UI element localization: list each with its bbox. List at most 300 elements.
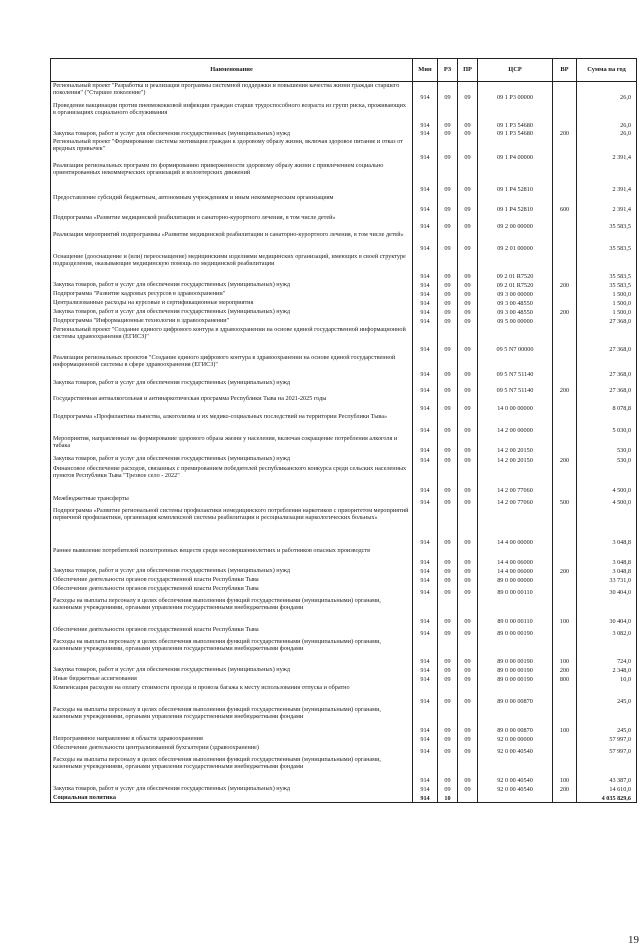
cell-vr: 200 [553, 666, 577, 675]
cell-pr: 09 [458, 253, 478, 281]
cell-pr: 09 [458, 214, 478, 231]
cell-csr: 89 0 00 00870 [478, 706, 553, 735]
cell-vr [553, 744, 577, 756]
cell-csr: 89 0 00 00190 [478, 626, 553, 638]
cell-rz: 09 [438, 194, 458, 214]
cell-csr: 09 5 N7 00000 [478, 326, 553, 354]
cell-csr: 09 2 01 00000 [478, 231, 553, 253]
cell-pr: 09 [458, 675, 478, 684]
cell-sum: 530,0 [577, 435, 637, 455]
cell-csr: 14 2 00 20150 [478, 455, 553, 465]
cell-sum: 2 391,4 [577, 138, 637, 162]
cell-sum: 43 387,0 [577, 756, 637, 785]
cell-name: Реализация региональных программ по формированию приверженности здоровому образу жизни с привлечением социально ориентированных некоммерческих организаций и волонтерских движений [51, 162, 413, 194]
cell-sum: 27 368,0 [577, 317, 637, 326]
cell-csr: 92 0 00 40540 [478, 744, 553, 756]
cell-min: 914 [413, 130, 438, 138]
cell-sum: 3 048,8 [577, 507, 637, 547]
cell-vr [553, 317, 577, 326]
cell-sum: 4 500,0 [577, 465, 637, 495]
cell-csr: 09 3 00 00000 [478, 290, 553, 299]
cell-csr: 09 2 00 00000 [478, 214, 553, 231]
cell-min: 914 [413, 756, 438, 785]
cell-rz: 10 [438, 794, 458, 803]
cell-name: Расходы на выплаты персоналу в целях обеспечения выполнения функций государственными (муниципальными) органами, казенными учреждениями, органами управления государственными внебюджетными фондами [51, 756, 413, 785]
cell-min: 914 [413, 547, 438, 567]
cell-rz: 09 [438, 706, 458, 735]
cell-name: Оснащение (дооснащение и (или) переоснащение) медицинскими изделиями медицинских организаций, имеющих в своей структуре подразделения, оказывающие медицинскую помощь по медицинской реабилитации [51, 253, 413, 281]
cell-vr: 200 [553, 455, 577, 465]
cell-vr [553, 794, 577, 803]
cell-name: Закупка товаров, работ и услуг для обеспечения государственных (муниципальных) нужд [51, 379, 413, 395]
cell-vr [553, 576, 577, 585]
cell-rz: 09 [438, 102, 458, 130]
cell-rz: 09 [438, 495, 458, 507]
cell-csr: 14 4 00 06000 [478, 567, 553, 576]
header-sum: Сумма на год [577, 59, 637, 82]
cell-min: 914 [413, 379, 438, 395]
cell-sum: 26,0 [577, 102, 637, 130]
cell-vr [553, 354, 577, 379]
table-row [51, 413, 637, 435]
cell-sum: 26,0 [577, 130, 637, 138]
cell-vr [553, 231, 577, 253]
cell-vr: 800 [553, 675, 577, 684]
cell-pr: 09 [458, 567, 478, 576]
cell-name: Региональный проект "Создание единого цифрового контура в здравоохранении на основе единой государственной информационной системы здравоохранения (ЕГИСЗ)" [51, 326, 413, 354]
cell-pr: 09 [458, 354, 478, 379]
cell-sum: 35 583,5 [577, 214, 637, 231]
cell-vr: 100 [553, 756, 577, 785]
cell-rz: 09 [438, 317, 458, 326]
cell-pr: 09 [458, 435, 478, 455]
cell-csr: 09 2 01 R7520 [478, 253, 553, 281]
table-row [51, 675, 637, 684]
table-row [51, 82, 637, 102]
cell-sum: 30 404,0 [577, 585, 637, 597]
cell-sum: 27 368,0 [577, 354, 637, 379]
cell-csr: 14 0 00 00000 [478, 395, 553, 413]
cell-vr [553, 735, 577, 744]
cell-sum: 4 500,0 [577, 495, 637, 507]
cell-pr: 09 [458, 413, 478, 435]
cell-min: 914 [413, 638, 438, 666]
cell-name: Закупка товаров, работ и услуг для обеспечения государственных (муниципальных) нужд [51, 666, 413, 675]
table-row [51, 684, 637, 706]
cell-min: 914 [413, 413, 438, 435]
header-name: Наименование [51, 59, 413, 82]
cell-min: 914 [413, 735, 438, 744]
cell-rz: 09 [438, 299, 458, 308]
cell-rz: 09 [438, 82, 458, 102]
cell-min: 914 [413, 706, 438, 735]
cell-min: 914 [413, 214, 438, 231]
cell-csr: 89 0 00 00190 [478, 638, 553, 666]
cell-sum: 245,0 [577, 706, 637, 735]
cell-sum: 4 035 829,6 [577, 794, 637, 803]
cell-name: Межбюджетные трансферты [51, 495, 413, 507]
cell-min: 914 [413, 253, 438, 281]
cell-rz: 09 [438, 465, 458, 495]
cell-name: Государственная антиалкогольная и антинаркотическая программа Республики Тыва на 2021-2025 годы [51, 395, 413, 413]
cell-rz: 09 [438, 597, 458, 626]
cell-rz: 09 [438, 576, 458, 585]
cell-min: 914 [413, 465, 438, 495]
cell-min: 914 [413, 675, 438, 684]
table-row [51, 395, 637, 413]
cell-rz: 09 [438, 308, 458, 317]
cell-rz: 09 [438, 455, 458, 465]
page-number: 19 [628, 934, 639, 946]
cell-vr [553, 253, 577, 281]
cell-name: Социальная политика [51, 794, 413, 803]
table-body [51, 82, 637, 803]
cell-rz: 09 [438, 290, 458, 299]
cell-rz: 09 [438, 214, 458, 231]
cell-sum: 27 368,0 [577, 379, 637, 395]
cell-name: Мероприятия, направленные на формирование здорового образа жизни у населения, включая сокращение потребления алкоголя и табака [51, 435, 413, 455]
cell-min: 914 [413, 138, 438, 162]
cell-name: Проведение вакцинации против пневмококковой инфекции граждан старше трудоспособного возраста из групп риска, проживающих в организациях социального обслуживания [51, 102, 413, 130]
cell-pr: 09 [458, 626, 478, 638]
cell-min: 914 [413, 495, 438, 507]
cell-vr [553, 326, 577, 354]
cell-min: 914 [413, 585, 438, 597]
cell-vr [553, 214, 577, 231]
cell-name: Иные бюджетные ассигнования [51, 675, 413, 684]
cell-vr: 100 [553, 706, 577, 735]
cell-csr: 14 2 00 77060 [478, 495, 553, 507]
cell-csr: 92 0 00 00000 [478, 735, 553, 744]
table-row [51, 455, 637, 465]
cell-pr: 09 [458, 735, 478, 744]
cell-sum: 57 997,0 [577, 735, 637, 744]
cell-rz: 09 [438, 666, 458, 675]
table-row [51, 735, 637, 744]
table-row [51, 317, 637, 326]
cell-min: 914 [413, 576, 438, 585]
cell-rz: 09 [438, 547, 458, 567]
table-row [51, 785, 637, 794]
cell-vr [553, 465, 577, 495]
cell-rz: 09 [438, 684, 458, 706]
table-header-row [51, 59, 637, 82]
cell-pr: 09 [458, 706, 478, 735]
cell-rz: 09 [438, 354, 458, 379]
cell-vr: 200 [553, 130, 577, 138]
cell-csr: 89 0 00 00110 [478, 585, 553, 597]
cell-sum: 8 078,8 [577, 395, 637, 413]
cell-pr: 09 [458, 465, 478, 495]
cell-pr: 09 [458, 455, 478, 465]
table-row [51, 299, 637, 308]
cell-vr: 200 [553, 308, 577, 317]
cell-pr: 09 [458, 162, 478, 194]
cell-min: 914 [413, 82, 438, 102]
cell-vr [553, 299, 577, 308]
cell-sum: 245,0 [577, 684, 637, 706]
cell-sum: 2 348,0 [577, 666, 637, 675]
cell-vr: 200 [553, 281, 577, 290]
cell-csr [478, 794, 553, 803]
cell-name: Обеспечение деятельности органов государственной власти Республики Тыва [51, 576, 413, 585]
cell-min: 914 [413, 744, 438, 756]
cell-csr: 92 0 00 40540 [478, 785, 553, 794]
cell-min: 914 [413, 194, 438, 214]
cell-csr: 92 0 00 40540 [478, 756, 553, 785]
cell-vr: 100 [553, 638, 577, 666]
cell-csr: 14 2 00 77060 [478, 465, 553, 495]
cell-csr: 14 4 00 06000 [478, 547, 553, 567]
cell-min: 914 [413, 626, 438, 638]
table-row [51, 231, 637, 253]
table-row [51, 638, 637, 666]
table-row [51, 666, 637, 675]
cell-name: Обеспечение деятельности органов государственной власти Республики Тыва [51, 585, 413, 597]
cell-name: Обеспечение деятельности органов государственной власти Республики Тыва [51, 626, 413, 638]
cell-name: Подпрограмма «Развитие медицинской реабилитации и санаторно-курортного лечения, в том числе детей» [51, 214, 413, 231]
cell-pr: 09 [458, 138, 478, 162]
cell-pr: 09 [458, 290, 478, 299]
cell-pr: 09 [458, 326, 478, 354]
cell-vr [553, 413, 577, 435]
cell-min: 914 [413, 395, 438, 413]
cell-pr: 09 [458, 666, 478, 675]
cell-rz: 09 [438, 253, 458, 281]
cell-name: Закупка товаров, работ и услуг для обеспечения государственных (муниципальных) нужд [51, 130, 413, 138]
cell-pr [458, 794, 478, 803]
table-row [51, 290, 637, 299]
cell-name: Закупка товаров, работ и услуг для обеспечения государственных (муниципальных) нужд [51, 281, 413, 290]
table-row [51, 567, 637, 576]
cell-vr [553, 82, 577, 102]
cell-min: 914 [413, 684, 438, 706]
cell-vr [553, 162, 577, 194]
cell-pr: 09 [458, 785, 478, 794]
cell-csr: 09 5 N7 51140 [478, 354, 553, 379]
cell-rz: 09 [438, 756, 458, 785]
cell-csr: 14 2 00 20150 [478, 435, 553, 455]
cell-name: Обеспечение деятельности централизованной бухгалтерии (здравоохранение) [51, 744, 413, 756]
cell-csr: 09 1 Р4 52810 [478, 162, 553, 194]
header-rz: РЗ [438, 59, 458, 82]
cell-rz: 09 [438, 675, 458, 684]
cell-csr: 89 0 00 00190 [478, 666, 553, 675]
cell-csr: 89 0 00 00110 [478, 597, 553, 626]
cell-rz: 09 [438, 507, 458, 547]
cell-min: 914 [413, 231, 438, 253]
cell-name: Подпрограмма "Развитие кадровых ресурсов в здравоохранении" [51, 290, 413, 299]
cell-pr: 09 [458, 585, 478, 597]
cell-csr: 09 3 00 48550 [478, 299, 553, 308]
cell-rz: 09 [438, 735, 458, 744]
cell-sum: 14 610,0 [577, 785, 637, 794]
cell-csr: 89 0 00 00000 [478, 576, 553, 585]
cell-rz: 09 [438, 638, 458, 666]
table-row [51, 102, 637, 130]
cell-sum: 3 082,0 [577, 626, 637, 638]
cell-sum: 35 583,5 [577, 253, 637, 281]
cell-rz: 09 [438, 231, 458, 253]
cell-csr: 09 1 Р3 00000 [478, 82, 553, 102]
cell-name: Расходы на выплаты персоналу в целях обеспечения выполнения функций государственными (муниципальными) органами, казенными учреждениями, органами управления государственными внебюджетными фондами [51, 706, 413, 735]
cell-vr: 500 [553, 495, 577, 507]
cell-pr: 09 [458, 308, 478, 317]
header-csr: ЦСР [478, 59, 553, 82]
cell-pr: 09 [458, 495, 478, 507]
cell-name: Подпрограмма «Развитие региональной системы профилактики немедицинского потребления наркотиков с приоритетом мероприятий первичной профилактики, организация комплексной системы реабилитации и ресоциализации наркологических больных» [51, 507, 413, 547]
cell-sum: 5 030,0 [577, 413, 637, 435]
cell-vr: 200 [553, 785, 577, 794]
table-row [51, 253, 637, 281]
cell-pr: 09 [458, 576, 478, 585]
cell-name: Региональный проект "Формирование системы мотивации граждан к здоровому образу жизни, включая здоровое питание и отказ от вредных привычек" [51, 138, 413, 162]
cell-pr: 09 [458, 638, 478, 666]
cell-sum: 1 500,0 [577, 308, 637, 317]
cell-vr: 200 [553, 379, 577, 395]
cell-pr: 09 [458, 231, 478, 253]
cell-pr: 09 [458, 507, 478, 547]
cell-sum: 1 500,0 [577, 290, 637, 299]
cell-min: 914 [413, 666, 438, 675]
cell-sum: 33 731,0 [577, 576, 637, 585]
cell-pr: 09 [458, 597, 478, 626]
cell-min: 914 [413, 435, 438, 455]
cell-vr [553, 585, 577, 597]
table-row [51, 507, 637, 547]
cell-csr: 09 3 00 48550 [478, 308, 553, 317]
table-row [51, 597, 637, 626]
cell-min: 914 [413, 567, 438, 576]
cell-rz: 09 [438, 626, 458, 638]
table-row [51, 626, 637, 638]
cell-csr: 09 1 Р4 00000 [478, 138, 553, 162]
table-row [51, 130, 637, 138]
cell-sum: 30 404,0 [577, 597, 637, 626]
table-row [51, 354, 637, 379]
table-row [51, 576, 637, 585]
cell-sum: 57 997,0 [577, 744, 637, 756]
cell-vr [553, 102, 577, 130]
cell-name: Компенсация расходов на оплату стоимости проезда и провоза багажа к месту использования отпуска и обратно [51, 684, 413, 706]
cell-rz: 09 [438, 138, 458, 162]
cell-pr: 09 [458, 744, 478, 756]
cell-sum: 1 500,0 [577, 299, 637, 308]
cell-rz: 09 [438, 379, 458, 395]
header-min: Мин [413, 59, 438, 82]
cell-min: 914 [413, 102, 438, 130]
cell-sum: 2 391,4 [577, 194, 637, 214]
table-row [51, 495, 637, 507]
cell-name: Реализация мероприятий подпрограммы «Развитие медицинской реабилитации и санаторно-курортного лечения, в том числе детей» [51, 231, 413, 253]
cell-csr: 14 2 00 00000 [478, 413, 553, 435]
cell-name: Раннее выявление потребителей психотропных веществ среди несовершеннолетних и работников опасных производств [51, 547, 413, 567]
cell-min: 914 [413, 308, 438, 317]
cell-name: Закупка товаров, работ и услуг для обеспечения государственных (муниципальных) нужд [51, 567, 413, 576]
cell-rz: 09 [438, 281, 458, 290]
cell-name: Закупка товаров, работ и услуг для обеспечения государственных (муниципальных) нужд [51, 308, 413, 317]
cell-name: Подпрограмма «Профилактика пьянства, алкоголизма и их медико-социальных последствий на территории Республики Тыва» [51, 413, 413, 435]
cell-pr: 09 [458, 395, 478, 413]
cell-vr [553, 435, 577, 455]
cell-rz: 09 [438, 326, 458, 354]
cell-vr [553, 138, 577, 162]
cell-rz: 09 [438, 130, 458, 138]
cell-vr [553, 290, 577, 299]
cell-rz: 09 [438, 744, 458, 756]
cell-min: 914 [413, 597, 438, 626]
cell-csr: 14 4 00 00000 [478, 507, 553, 547]
table-row [51, 744, 637, 756]
cell-min: 914 [413, 299, 438, 308]
cell-rz: 09 [438, 435, 458, 455]
cell-name: Реализация региональных проектов "Создание единого цифрового контура в здравоохранении на основе единой государственной информационной системы в сфере здравоохранения (ЕГИСЗ)" [51, 354, 413, 379]
cell-sum: 35 583,5 [577, 281, 637, 290]
cell-rz: 09 [438, 395, 458, 413]
cell-rz: 09 [438, 413, 458, 435]
cell-pr: 09 [458, 299, 478, 308]
cell-min: 914 [413, 455, 438, 465]
cell-min: 914 [413, 354, 438, 379]
cell-vr: 600 [553, 194, 577, 214]
cell-rz: 09 [438, 567, 458, 576]
cell-min: 914 [413, 290, 438, 299]
cell-name: Закупка товаров, работ и услуг для обеспечения государственных (муниципальных) нужд [51, 785, 413, 794]
table-row [51, 326, 637, 354]
cell-csr: 09 1 Р3 54680 [478, 130, 553, 138]
cell-sum: 26,0 [577, 82, 637, 102]
cell-sum: 35 583,5 [577, 231, 637, 253]
cell-min: 914 [413, 785, 438, 794]
cell-csr: 09 1 Р3 54680 [478, 102, 553, 130]
cell-name: Непрограммное направление в области здравоохранения [51, 735, 413, 744]
cell-vr [553, 684, 577, 706]
cell-name: Расходы на выплаты персоналу в целях обеспечения выполнения функций государственными (муниципальными) органами, казенными учреждениями, органами управления государственными внебюджетными фондами [51, 597, 413, 626]
table-row [51, 308, 637, 317]
cell-vr: 200 [553, 567, 577, 576]
cell-sum: 27 368,0 [577, 326, 637, 354]
cell-min: 914 [413, 281, 438, 290]
cell-min: 914 [413, 326, 438, 354]
cell-csr: 09 5 00 00000 [478, 317, 553, 326]
cell-min: 914 [413, 162, 438, 194]
cell-pr: 09 [458, 194, 478, 214]
cell-sum: 10,0 [577, 675, 637, 684]
cell-pr: 09 [458, 684, 478, 706]
cell-pr: 09 [458, 756, 478, 785]
table-row [51, 281, 637, 290]
table-row [51, 465, 637, 495]
cell-vr [553, 626, 577, 638]
cell-name: Централизованные расходы на курсовые и сертификационные мероприятия [51, 299, 413, 308]
table-row [51, 756, 637, 785]
cell-pr: 09 [458, 130, 478, 138]
cell-vr [553, 547, 577, 567]
cell-rz: 09 [438, 785, 458, 794]
cell-csr: 09 1 Р4 52810 [478, 194, 553, 214]
cell-sum: 2 391,4 [577, 162, 637, 194]
cell-name: Финансовое обеспечение расходов, связанных с премированием победителей республиканского конкурса среди сельских населенных пунктов Республики Тыва "Трезвое село - 2022" [51, 465, 413, 495]
table-row [51, 706, 637, 735]
document-page [50, 58, 639, 946]
cell-csr: 89 0 00 00870 [478, 684, 553, 706]
cell-csr: 09 5 N7 51140 [478, 379, 553, 395]
table-row [51, 138, 637, 162]
table-row [51, 794, 637, 803]
table-row [51, 435, 637, 455]
cell-sum: 3 048,8 [577, 547, 637, 567]
cell-sum: 530,0 [577, 455, 637, 465]
